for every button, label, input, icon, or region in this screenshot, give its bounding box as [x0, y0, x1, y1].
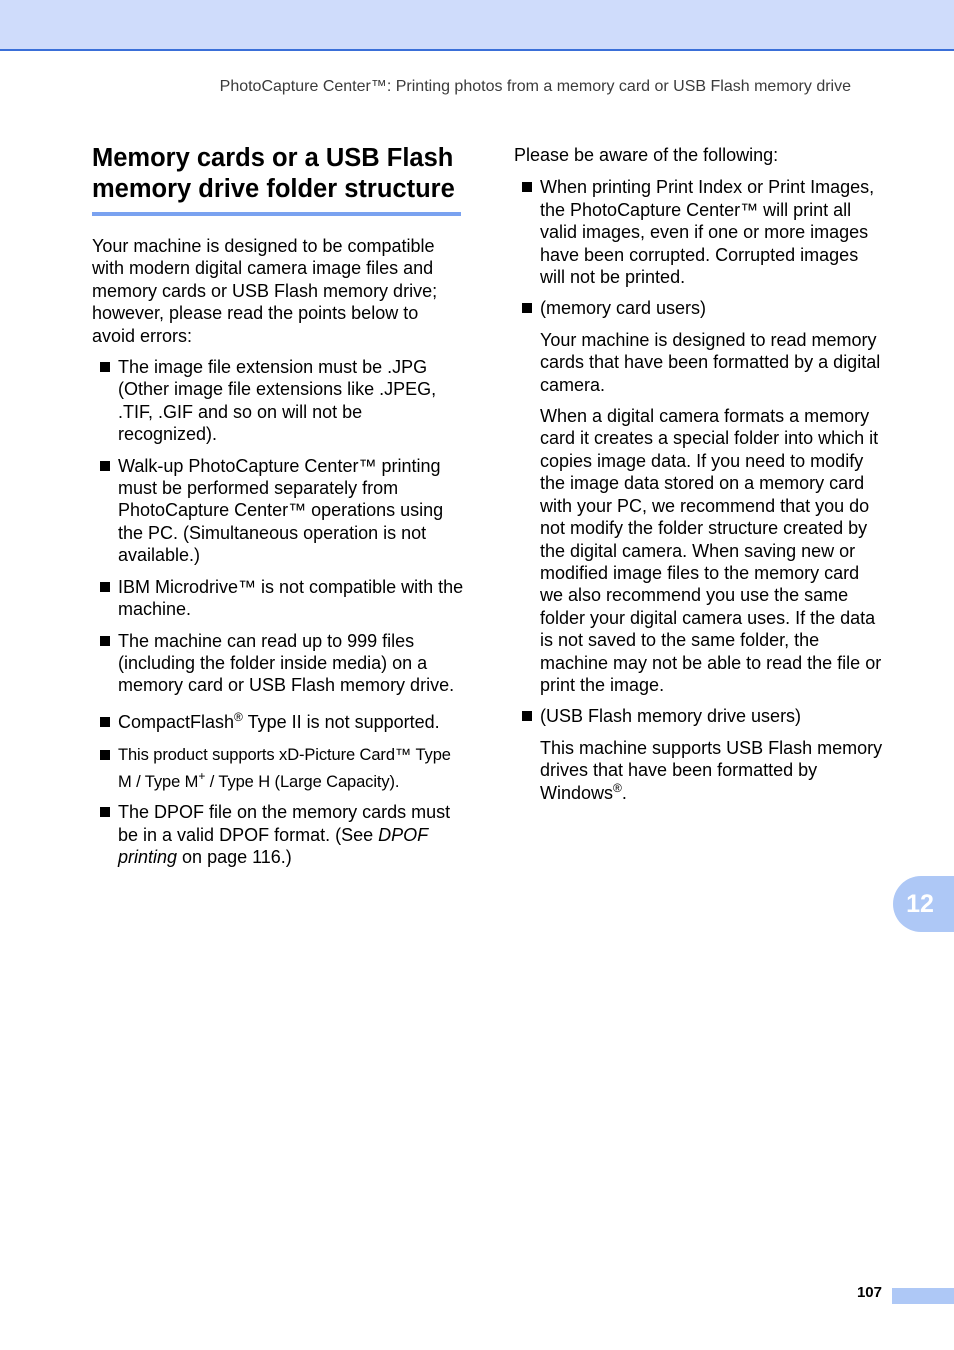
list-item-usb-users: (USB Flash memory drive users)	[514, 705, 886, 727]
square-bullet-icon	[100, 461, 110, 471]
square-bullet-icon	[522, 303, 532, 313]
lead-paragraph: Please be aware of the following:	[514, 145, 779, 165]
square-bullet-icon	[100, 636, 110, 646]
intro-paragraph: Your machine is designed to be compatible with modern digital camera image files and memory cards or USB Flash memory drive; however, please read the points below to avoid errors:	[92, 236, 438, 346]
square-bullet-icon	[522, 711, 532, 721]
left-column	[92, 143, 464, 877]
square-bullet-icon	[100, 750, 110, 760]
square-bullet-icon	[100, 362, 110, 372]
notes-list	[514, 176, 886, 319]
section-title	[92, 143, 461, 216]
list-item: When printing Print Index or Print Images, the PhotoCapture Center™ will print all valid images, even if one or more images have been corrupted. Corrupted images will not be printed.	[514, 176, 886, 288]
list-item-dpof: The DPOF file on the memory cards must be in a valid DPOF format. (See DPOF printing on page 116.)	[92, 801, 464, 868]
square-bullet-icon	[522, 182, 532, 192]
list-item-memory-card-users: (memory card users)	[514, 297, 886, 319]
dpof-printing-reference: DPOF printing	[118, 824, 428, 867]
list-item: The image file extension must be .JPG (Other image file extensions like .JPEG, .TIF, .GIF and so on will not be recognized).	[92, 356, 464, 446]
page-number: 107	[856, 1284, 882, 1301]
section-title-line2: memory drive folder structure	[92, 174, 455, 203]
list-item: IBM Microdrive™ is not compatible with the machine.	[92, 576, 464, 621]
list-item: Walk-up PhotoCapture Center™ printing must be performed separately from PhotoCapture Center™ operations using the PC. (Simultaneous operation is not available.)	[92, 455, 464, 567]
right-column	[514, 144, 886, 813]
list-item-xd-picture: This product supports xD-Picture Card™ Type M / Type M+ / Type H (Large Capacity).	[92, 742, 464, 796]
usb-list	[514, 705, 886, 727]
memory-card-paragraph-2: When a digital camera formats a memory card it creates a special folder into which it copies image data. If you need to modify the image data stored on a memory card with your PC, we recommend that you do not modify the folder structure created by the digital camera. When saving new or modified image files to the memory card we also recommend you use the same folder your digital camera uses. If the data is not saved to the same folder, the machine may not be able to read the file or print the image.	[540, 406, 882, 695]
header-band	[0, 0, 954, 51]
square-bullet-icon	[100, 582, 110, 592]
list-item: The machine can read up to 999 files (including the folder inside media) on a memory card or USB Flash memory drive.	[92, 630, 464, 697]
page-number-bar	[892, 1288, 954, 1304]
requirements-list	[92, 356, 464, 868]
chapter-number: 12	[906, 890, 934, 918]
usb-paragraph: This machine supports USB Flash memory drives that have been formatted by Windows®.	[540, 737, 883, 803]
square-bullet-icon	[100, 807, 110, 817]
memory-card-paragraph-1: Your machine is designed to read memory cards that have been formatted by a digital camera.	[540, 329, 881, 395]
running-header: PhotoCapture Center™: Printing photos from a memory card or USB Flash memory drive	[219, 78, 851, 95]
section-title-line1: Memory cards or a USB Flash	[92, 144, 454, 172]
square-bullet-icon	[100, 717, 110, 727]
list-item-compactflash: CompactFlash® Type II is not supported.	[92, 711, 464, 733]
